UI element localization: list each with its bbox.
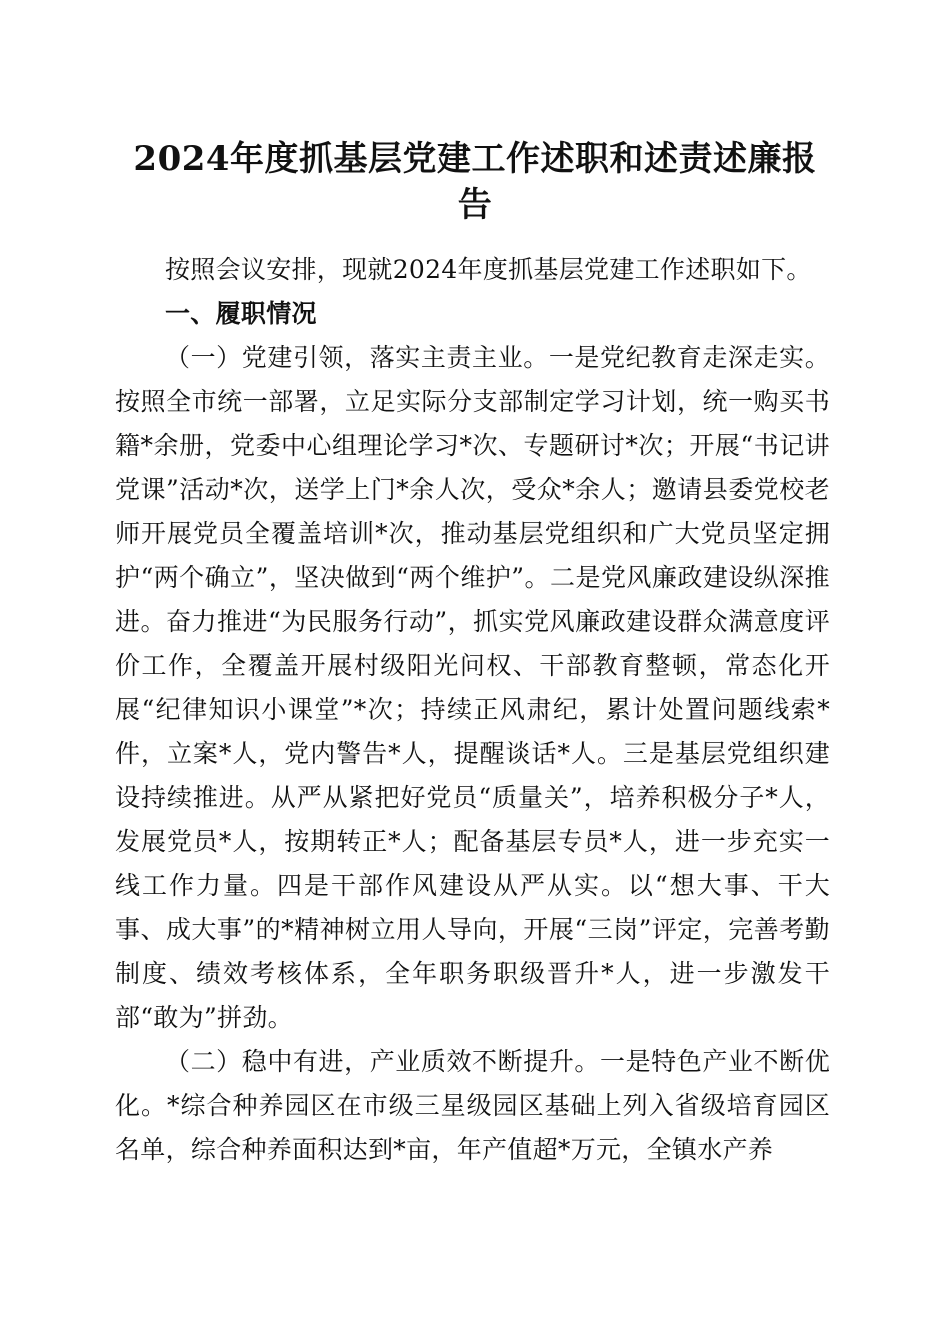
section-heading-performance: 一、履职情况 (165, 299, 317, 328)
document-body (115, 248, 830, 1172)
paragraph-party-building: （一）党建引领，落实主责主业。一是党纪教育走深走实。按照全市统一部署，立足实际分支部制定学习计划，统一购买书籍*余册，党委中心组理论学习*次、专题研讨*次；开展“书记讲党课”活动*次，送学上门*余人次，受众*余人；邀请县委党校老师开展党员全覆盖培训*次，推动基层党组织和广大党员坚定拥护“两个确立”，坚决做到“两个维护”。二是党风廉政建设纵深推进。奋力推进“为民服务行动”，抓实党风廉政建设群众满意度评价工作，全覆盖开展村级阳光问权、干部教育整顿，常态化开展“纪律知识小课堂”*次；持续正风肃纪，累计处置问题线索*件，立案*人，党内警告*人，提醒谈话*人。三是基层党组织建设持续推进。从严从紧把好党员“质量关”，培养积极分子*人，发展党员*人，按期转正*人；配备基层专员*人，进一步充实一线工作力量。四是干部作风建设从严从实。以“想大事、干大事、成大事”的*精神树立用人导向，开展“三岗”评定，完善考勤制度、绩效考核体系，全年职务职级晋升*人，进一步激发干部“敢为”拼劲。 (115, 343, 830, 1032)
intro-paragraph: 按照会议安排，现就2024年度抓基层党建工作述职如下。 (165, 255, 812, 284)
paragraph-industry: （二）稳中有进，产业质效不断提升。一是特色产业不断优化。*综合种养园区在市级三星级园区基础上列入省级培育园区名单，综合种养面积达到*亩，年产值超*万元，全镇水产养 (115, 1047, 830, 1164)
document-title: 2024年度抓基层党建工作述职和述责述廉报告 (133, 139, 817, 225)
